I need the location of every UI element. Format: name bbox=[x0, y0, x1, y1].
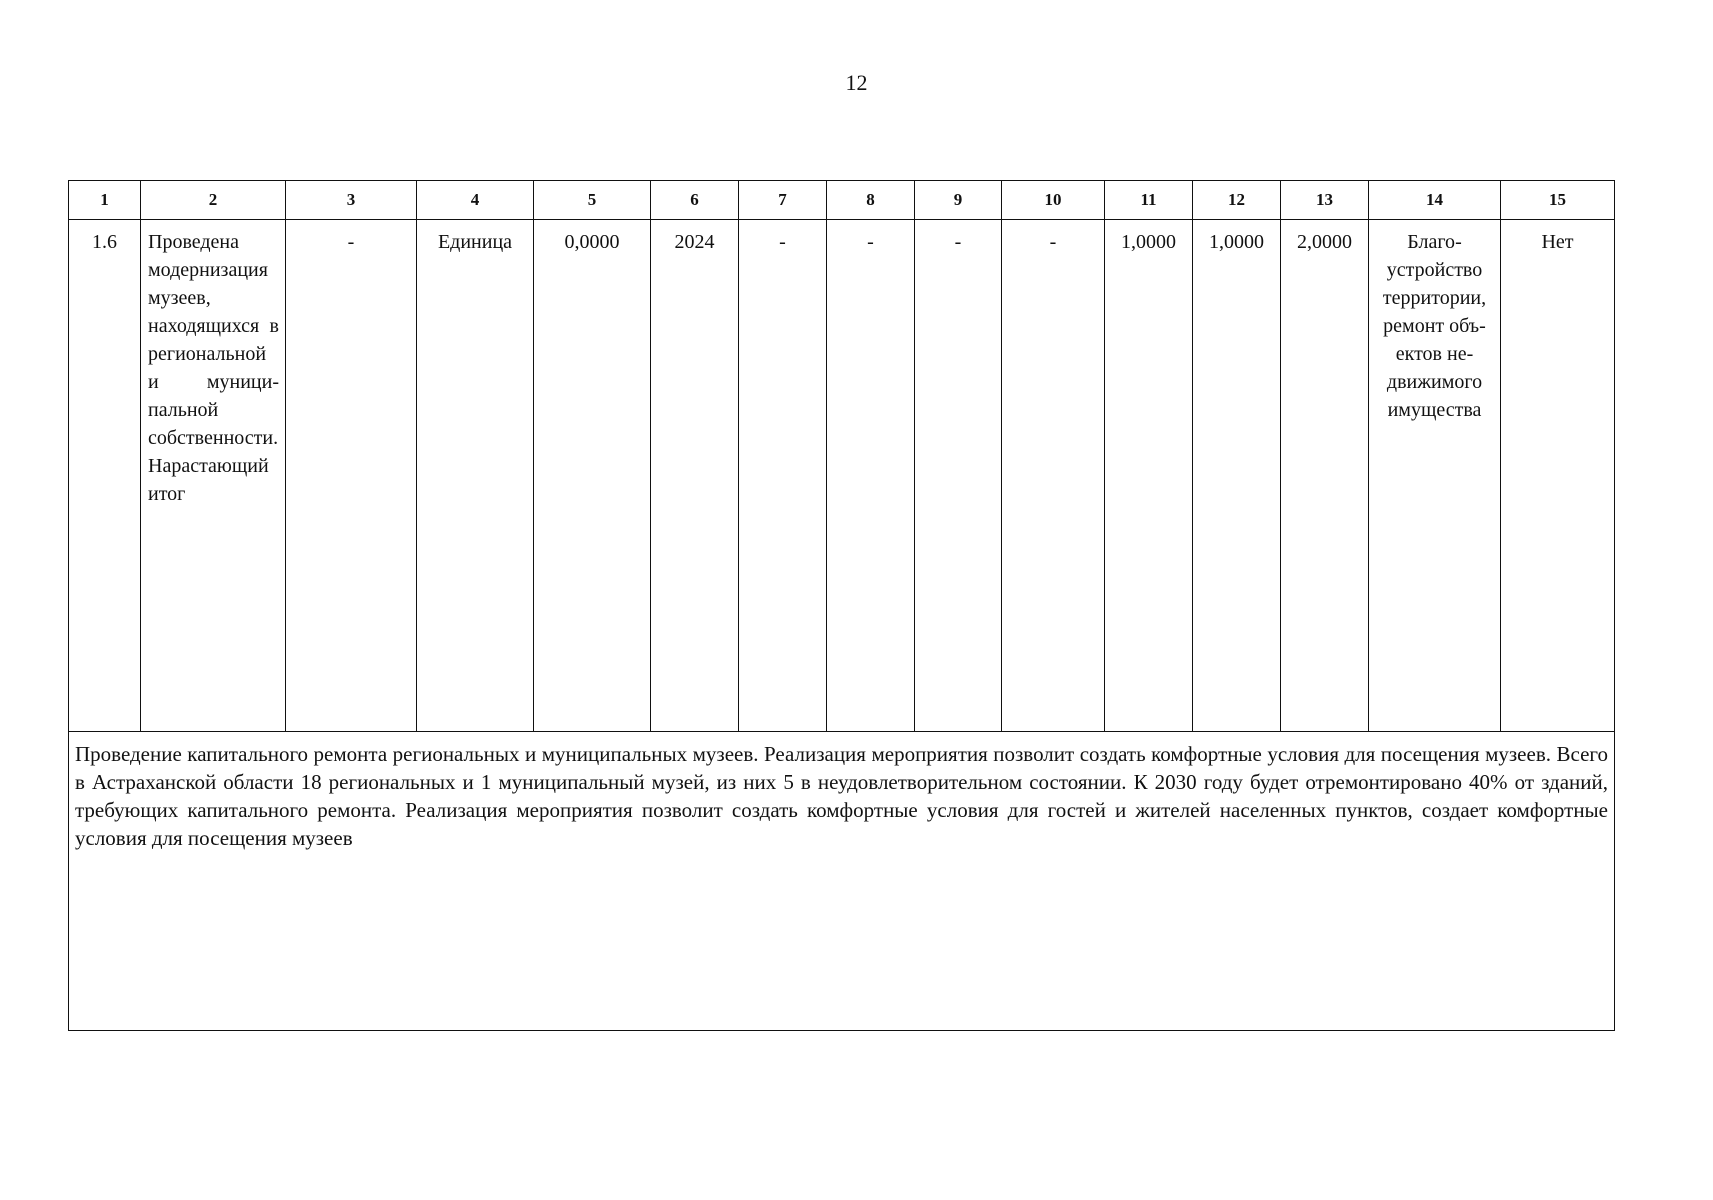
result-cell: Благоустройство территории, ремонт объектов недвижимого имущества bbox=[1369, 220, 1501, 732]
table-cell: - bbox=[286, 220, 417, 732]
table-cell: Нет bbox=[1501, 220, 1615, 732]
table-cell: - bbox=[1002, 220, 1105, 732]
table-cell: 1,0000 bbox=[1193, 220, 1281, 732]
year-cell: 2024 bbox=[651, 220, 739, 732]
row-number-cell: 1.6 bbox=[69, 220, 141, 732]
table-cell: - bbox=[739, 220, 827, 732]
column-number-row bbox=[69, 181, 1615, 220]
table-cell: 1,0000 bbox=[1105, 220, 1193, 732]
column-number-header: 12 bbox=[1193, 181, 1281, 220]
column-number-header: 5 bbox=[534, 181, 651, 220]
table-cell: - bbox=[827, 220, 915, 732]
table-row bbox=[69, 220, 1615, 732]
unit-cell: Единица bbox=[417, 220, 534, 732]
column-number-header: 2 bbox=[141, 181, 286, 220]
column-number-header: 7 bbox=[739, 181, 827, 220]
indicators-table bbox=[68, 180, 1615, 1031]
table-cell: 2,0000 bbox=[1281, 220, 1369, 732]
description-cell: Проведение капитального ремонта региональных и муниципальных музеев. Реализация мероприятия позволит создать комфортные условия для посещения музеев. Всего в Астраханской области 18 региональных и 1 муниципальный музей, из них 5 в неудовлетворительном состоянии. К 2030 году будет отремонтировано 40% от зданий, требующих капитального ремонта. Реализация мероприятия позволит создать комфортные условия для гостей и жителей населенных пунктов, создает комфортные условия для посещения музеев bbox=[69, 732, 1615, 1031]
column-number-header: 13 bbox=[1281, 181, 1369, 220]
table-cell: - bbox=[915, 220, 1002, 732]
column-number-header: 15 bbox=[1501, 181, 1615, 220]
column-number-header: 1 bbox=[69, 181, 141, 220]
description-row bbox=[69, 732, 1615, 1031]
indicator-name-cell: Проведена модернизация музеев, находящихся в региональной и муниципальной собственности. Нарастающий итог bbox=[141, 220, 286, 732]
column-number-header: 10 bbox=[1002, 181, 1105, 220]
column-number-header: 14 bbox=[1369, 181, 1501, 220]
column-number-header: 8 bbox=[827, 181, 915, 220]
column-number-header: 4 bbox=[417, 181, 534, 220]
page-number: 12 bbox=[845, 70, 868, 95]
column-number-header: 11 bbox=[1105, 181, 1193, 220]
column-number-header: 3 bbox=[286, 181, 417, 220]
column-number-header: 6 bbox=[651, 181, 739, 220]
column-number-header: 9 bbox=[915, 181, 1002, 220]
table-cell: 0,0000 bbox=[534, 220, 651, 732]
